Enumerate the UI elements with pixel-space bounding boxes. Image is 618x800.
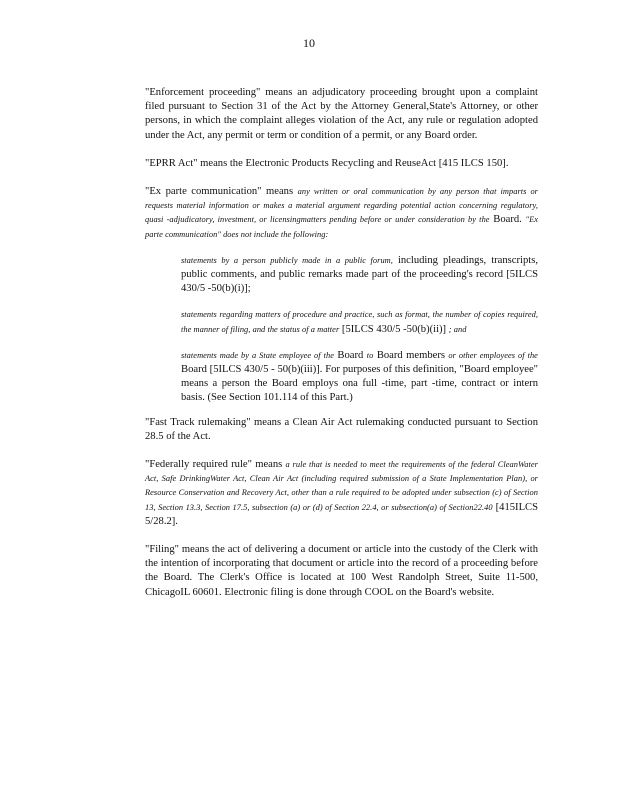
employee-to: to xyxy=(366,350,374,360)
definition-ex-parte-communication xyxy=(145,185,538,242)
employee-board-2: Board xyxy=(376,349,403,361)
employee-members: members xyxy=(406,349,445,361)
definition-fast-track-rulemaking: "Fast Track rulemaking" means a Clean Air Act rulemaking conducted pursuant to Section 28.5 of the Act. xyxy=(145,416,538,442)
federally-term: "Federally required rule" means xyxy=(145,459,283,471)
public-rest: including pleadings, transcripts, public comments, and public remarks made part of the proceeding's record [5ILCS 430/5 -50(b)(i)]; xyxy=(181,254,538,295)
federally-cite: [415ILCS 5/28.2]. xyxy=(145,501,538,527)
employee-or-other: or other employees of the xyxy=(448,350,538,360)
procedure-cite: [5ILCS 430/5 -50(b)(ii)] xyxy=(341,323,447,335)
ex-parte-term: "Ex parte communication" means xyxy=(145,186,294,198)
exclusion-employee-statements xyxy=(181,349,538,406)
definition-enforcement-proceeding: "Enforcement proceeding" means an adjudicatory proceeding brought upon a complaint filed pursuant to Section 31 of the Act by the Attorney General,State's Attorney, or other persons, in which the complaint alleges violation of the Act, any rule or regulation adopted under the Act, any permit or term or condition of a permit, or any Board order. xyxy=(145,87,538,141)
employee-lead: statements made by a State employee of the xyxy=(181,350,334,360)
public-lead: statements by a person publicly made in a public forum, xyxy=(181,255,393,265)
page-number: 10 xyxy=(303,36,315,50)
procedure-end: ; and xyxy=(448,324,467,334)
ex-parte-exclusion: "Ex parte communication" does not include the following: xyxy=(145,215,538,239)
definition-eprr-act: "EPRR Act" means the Electronic Products Recycling and ReuseAct [415 ILCS 150]. xyxy=(145,157,509,169)
employee-board-1: Board xyxy=(337,349,364,361)
exclusion-public-statements xyxy=(181,254,538,297)
procedure-lead: statements regarding matters of procedure and practice, such as format, the number of copies required, the manner of filing, and the status of a matter xyxy=(181,310,538,334)
employee-rest: Board [5ILCS 430/5 - 50(b)(iii)]. For purposes of this definition, "Board employee" means a person the Board employs ona full -time, part -time, contract or intern basis. (See Section 101.114 of this Part.) xyxy=(181,364,538,404)
definition-filing: "Filing" means the act of delivering a document or article into the custody of the Clerk with the intention of incorporating that document or article into the record of a proceeding before the Board. The Clerk's Office is located at 100 West Randolph Street, Suite 11-500, ChicagoIL 60601. Electronic filing is done through COOL on the Board's website. xyxy=(145,544,538,598)
ex-parte-board: Board. xyxy=(493,214,522,226)
exclusion-procedure-statements xyxy=(181,308,538,336)
definition-federally-required-rule xyxy=(145,458,538,529)
definitions-body xyxy=(145,86,538,610)
ex-parte-body: any written or oral communication by any person that imparts or requests material information or makes a material argument regarding potential action concerning regulatory, quasi -adjudicatory, investment, or licensingmatters pending before or under consideration by the xyxy=(145,187,538,225)
federally-body: a rule that is needed to meet the requirements of the federal CleanWater Act, Safe DrinkingWater Act, Clean Air Act (including required submission of a State Implementation Plan), or Resource Conservation and Recovery Act, other than a rule required to be adopted under subsection (c) of Section 13, Section 13.3, Section 17.5, subsection (a) or (d) of Section 22.4, or subsection(a) of Section22.40 xyxy=(145,460,538,512)
